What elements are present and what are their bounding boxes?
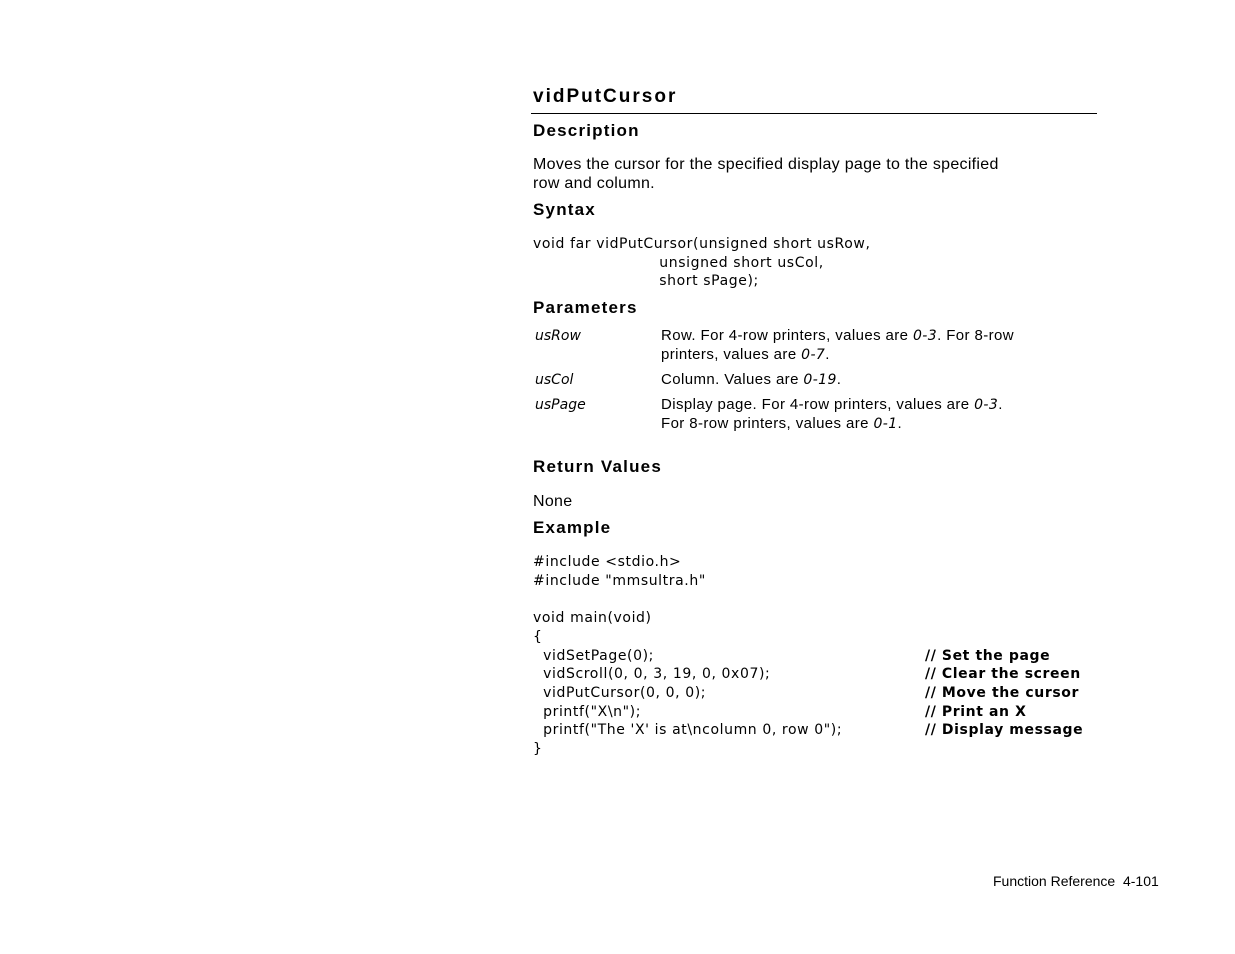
example-main-signature: void main(void) [533, 610, 652, 626]
parameters-heading: Parameters [533, 298, 638, 317]
statement-comment: // Print an X [925, 704, 1027, 720]
param-desc-text: . [998, 396, 1003, 413]
param-name: usRow [535, 328, 581, 344]
param-description [661, 327, 1091, 364]
syntax-code-line-1: void far vidPutCursor(unsigned short usRow, [533, 236, 871, 252]
example-open-brace: { [533, 629, 543, 645]
function-title: vidPutCursor [533, 86, 678, 107]
return-values-text: None [533, 493, 573, 510]
param-range: 0-3 [974, 397, 999, 413]
param-desc-text: printers, values are [661, 345, 802, 363]
page-footer: Function Reference 4-101 [993, 873, 1159, 889]
param-description [661, 396, 1091, 433]
param-range: 0-7 [801, 346, 826, 363]
param-desc-text: . [836, 371, 842, 388]
example-statement [533, 721, 1097, 740]
description-text [533, 155, 1097, 193]
statement-code: printf("The 'X' is at\ncolumn 0, row 0"); [533, 722, 843, 738]
example-statement [533, 684, 1097, 703]
example-statement [533, 647, 1097, 666]
param-desc-text: For 8-row printers, values are [661, 414, 874, 432]
syntax-code-line-2: unsigned short usCol, [533, 255, 824, 271]
description-heading: Description [533, 121, 640, 140]
syntax-heading: Syntax [533, 200, 596, 219]
param-desc-text: Row. For 4-row printers, values are [661, 327, 913, 344]
title-rule [531, 113, 1097, 114]
example-statement [533, 703, 1097, 722]
example-include-1: #include <stdio.h> [533, 554, 682, 570]
param-range: 0-1 [873, 415, 898, 432]
example-include-2: #include "mmsultra.h" [533, 573, 706, 589]
statement-code: vidScroll(0, 0, 3, 19, 0, 0x07); [533, 666, 771, 682]
param-desc-text: Display page. For 4-row printers, values are [661, 396, 975, 413]
param-name: usPage [535, 397, 586, 413]
statement-comment: // Set the page [925, 648, 1051, 664]
statement-comment: // Move the cursor [925, 685, 1079, 701]
statement-code: vidSetPage(0); [533, 648, 654, 664]
param-name: usCol [535, 372, 574, 388]
syntax-code-line-3: short sPage); [533, 273, 759, 289]
param-range: 0-19 [803, 372, 837, 388]
statement-comment: // Display message [925, 722, 1084, 738]
description-line-1: Moves the cursor for the specified display page to the specified [533, 156, 999, 173]
statement-code: printf("X\n"); [533, 704, 642, 720]
param-desc-text: . [825, 345, 830, 363]
statement-comment: // Clear the screen [925, 666, 1081, 682]
description-line-2: row and column. [533, 175, 655, 192]
return-values-heading: Return Values [533, 457, 662, 476]
example-statement [533, 665, 1097, 684]
param-range: 0-3 [912, 328, 938, 344]
param-description [661, 371, 1091, 390]
param-desc-text: . For 8-row [937, 327, 1014, 344]
statement-code: vidPutCursor(0, 0, 0); [533, 685, 707, 701]
param-desc-text: . [897, 414, 903, 432]
example-close-brace: } [533, 741, 543, 757]
example-heading: Example [533, 518, 612, 537]
param-desc-text: Column. Values are [661, 371, 804, 388]
